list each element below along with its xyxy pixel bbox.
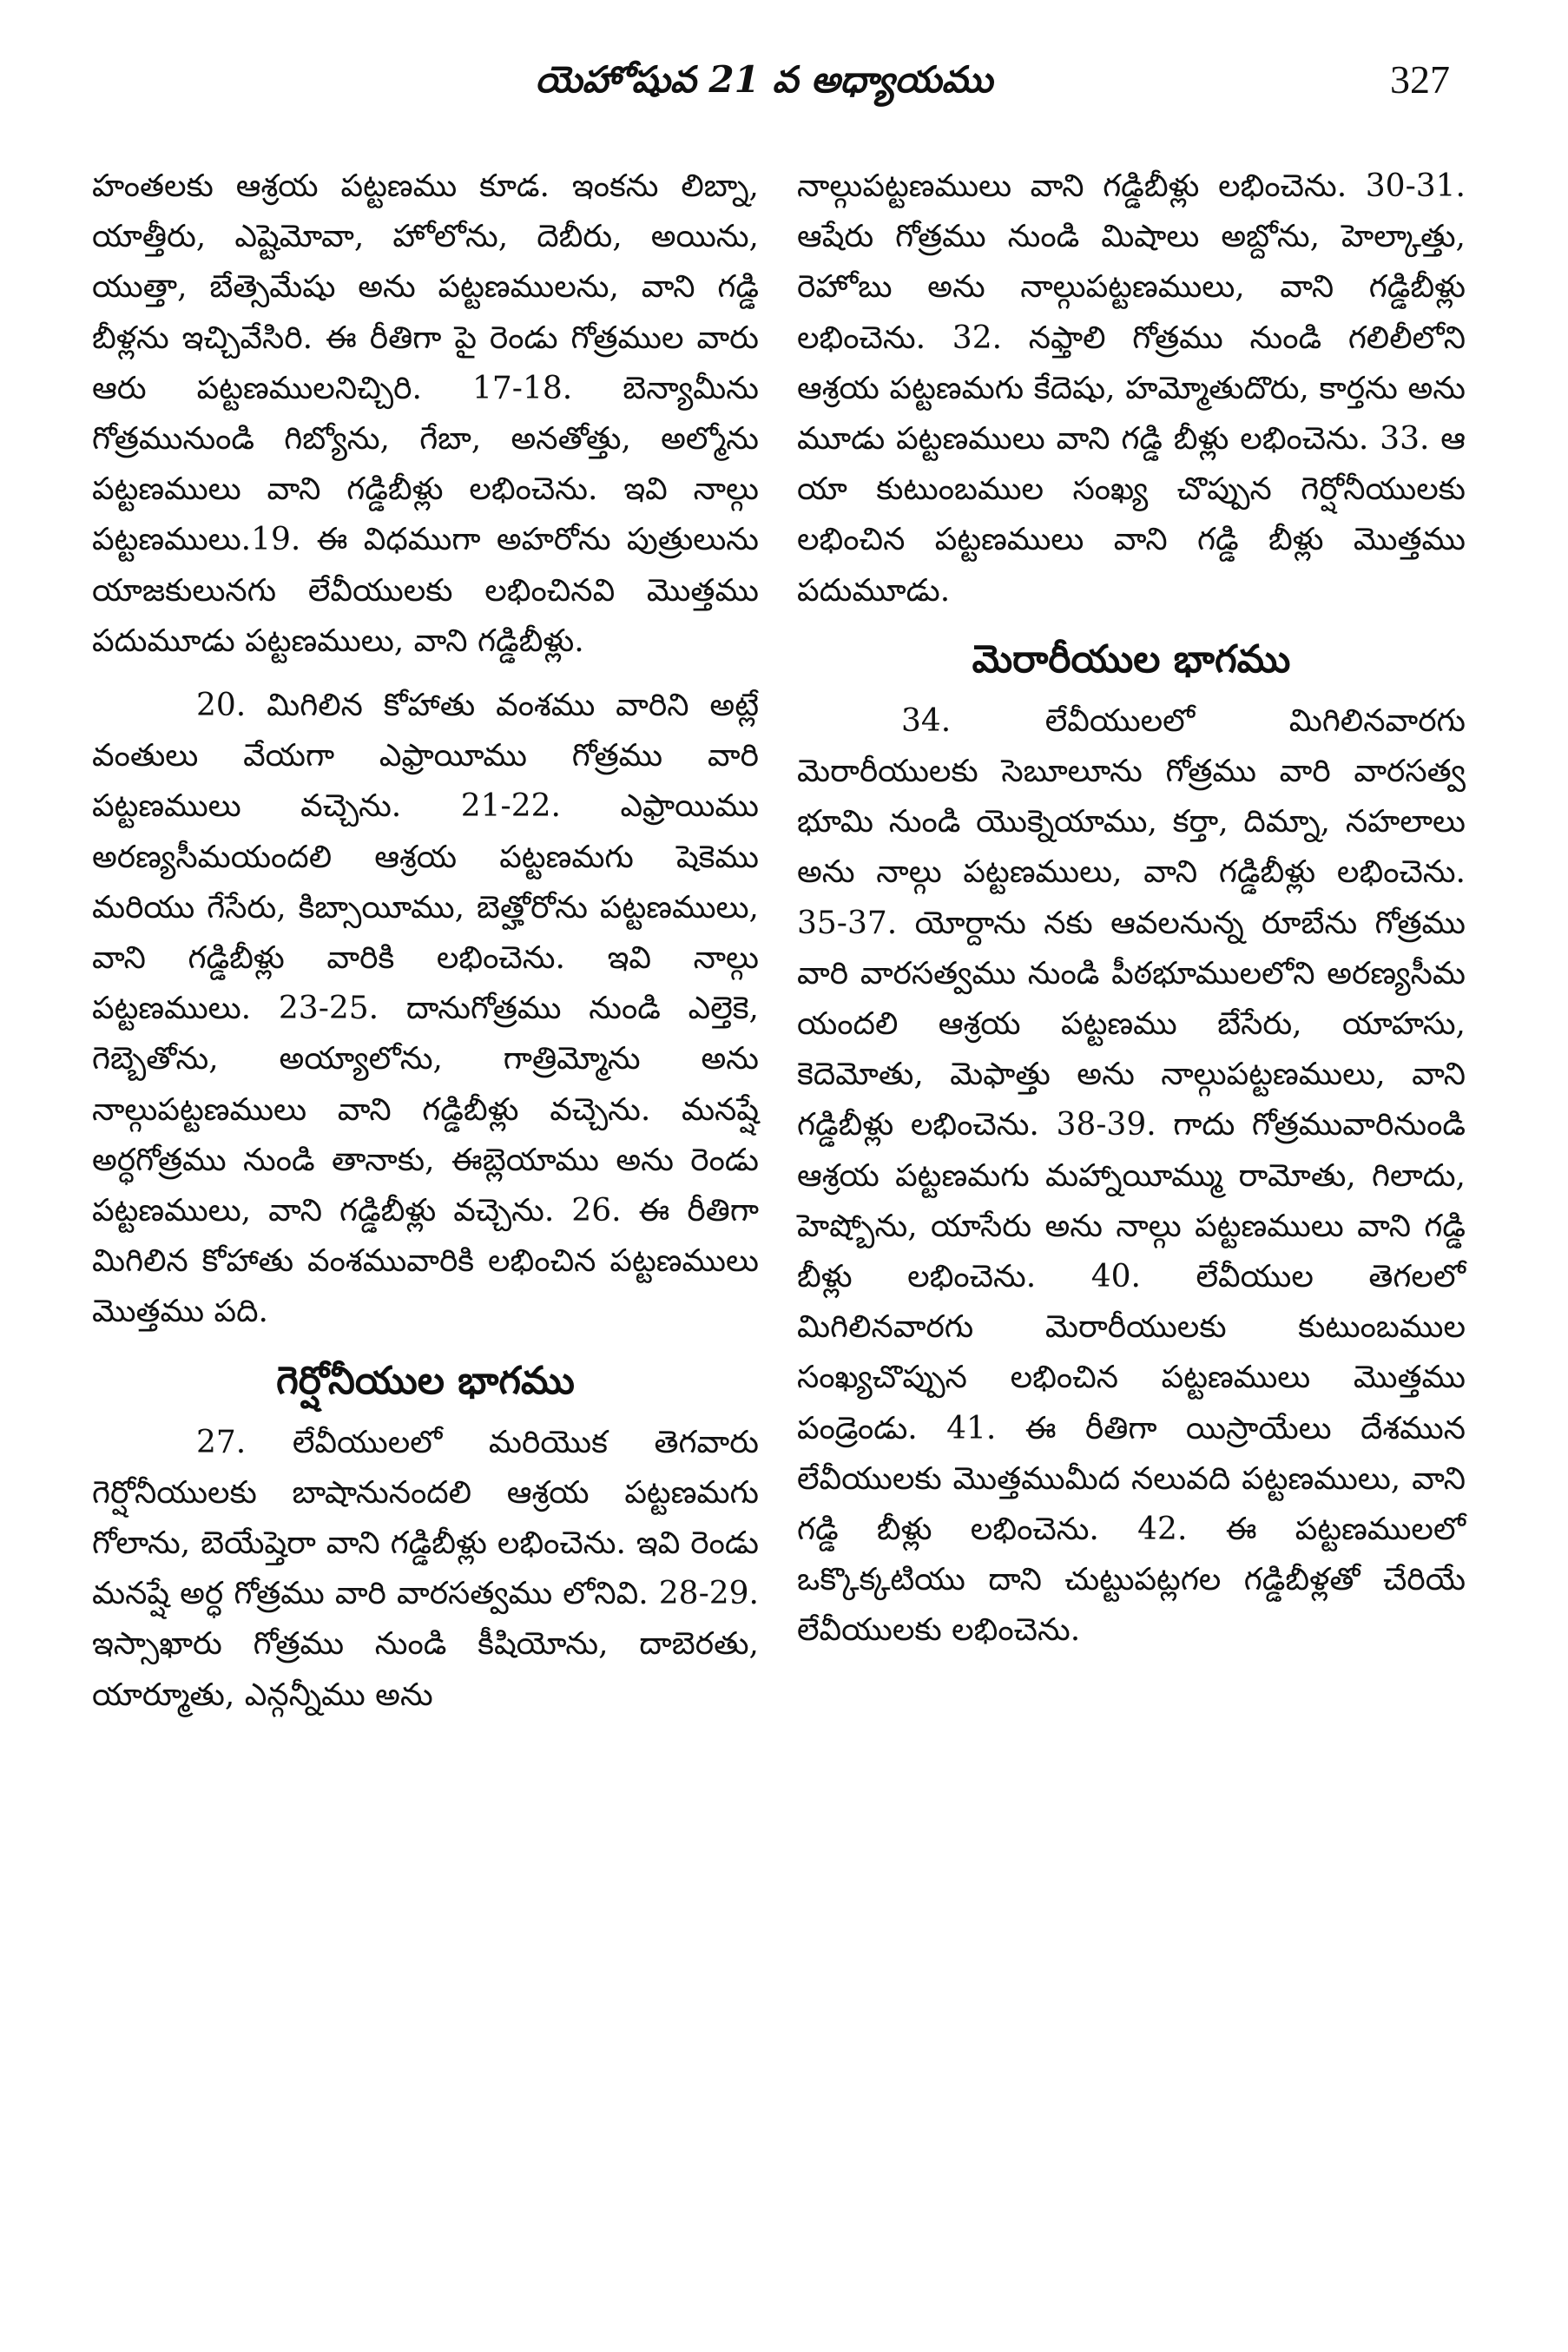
page-number: 327 xyxy=(1390,57,1450,102)
chapter-title: యెహోషువ 21 వ అధ్యాయము xyxy=(535,58,993,101)
section-heading: మెరారీయుల భాగము xyxy=(972,636,1291,682)
paragraph: 34. లేవీయులలో మిగిలినవారగు మెరారీయులకు సెబూలూను గోత్రము వారి వారసత్వ భూమి నుండి యొక్నెయాము, కర్తా, దిమ్నా, నహలాలు అను నాల్గు పట్టణములు, వాని గడ్డిబీళ్లు లభించెను. 35-37. యోర్దాను నకు ఆవలనున్న రూబేను గోత్రము వారి వారసత్వము నుండి పీఠభూములలోని అరణ్యసీమ యందలి ఆశ్రయ పట్టణము బేసేరు, యాహసు, కెదెమోతు, మెఫాత్తు అను నాల్గుపట్టణములు, వాని గడ్డిబీళ్లు లభించెను. 38-39. గాదు గోత్రమువారినుండి ఆశ్రయ పట్టణమగు మహ్నాయీమ్ము రామోతు, గిలాదు, హెష్బోను, యాసేరు అను నాల్గు పట్టణములు వాని గడ్డి బీళ్లు లభించెను. 40. లేవీయుల తెగలలో మిగిలినవారగు మెరారీయులకు కుటుంబముల సంఖ్యచొప్పున లభించిన పట్టణములు మొత్తము పండ్రెండు. 41. ఈ రీతిగా యిస్రాయేలు దేశమున లేవీయులకు మొత్తముమీద నలువది పట్టణములు, వాని గడ్డి బీళ్లు లభించెను. 42. ఈ పట్టణములలో ఒక్కొక్కటియు దాని చుట్టుపట్లగల గడ్డిబీళ్లతో చేరియే లేవీయులకు లభించెను. xyxy=(797,702,1466,1649)
left-column xyxy=(92,161,759,1721)
paragraph: నాల్గుపట్టణములు వాని గడ్డిబీళ్లు లభించెను. 30-31. ఆషేరు గోత్రము నుండి మిషాలు అబ్దోను, హెల్కాత్తు, రెహోబు అను నాల్గుపట్టణములు, వాని గడ్డిబీళ్లు లభించెను. 32. నఫ్తాలి గోత్రము నుండి గలిలీలోని ఆశ్రయ పట్టణమగు కేదెషు, హమ్మోతుదొరు, కార్తను అను మూడు పట్టణములు వాని గడ్డి బీళ్లు లభించెను. 33. ఆ యా కుటుంబముల సంఖ్య చొప్పున గెర్షోనీయులకు లభించిన పట్టణములు వాని గడ్డి బీళ్లు మొత్తము పదుమూడు. xyxy=(797,168,1466,609)
paragraph: 27. లేవీయులలో మరియొక తెగవారు గెర్షోనీయులకు బాషానునందలి ఆశ్రయ పట్టణమగు గోలాను, బెయేష్తెరా వాని గడ్డిబీళ్లు లభించెను. ఇవి రెండు మనష్షే అర్ధ గోత్రము వారి వారసత్వము లోనివి. 28-29. ఇస్సాఖారు గోత్రము నుండి కీషియోను, దాబెరతు, యార్మూతు, ఎన్గన్నీము అను xyxy=(92,1424,759,1713)
paragraph: హంతలకు ఆశ్రయ పట్టణము కూడ. ఇంకను లిబ్నా, యాత్తీరు, ఎష్టెమోవా, హోలోను, దెబీరు, అయిను, యుత్తా, బేత్సెమేషు అను పట్టణములను, వాని గడ్డి బీళ్లను ఇచ్చివేసిరి. ఈ రీతిగా పై రెండు గోత్రముల వారు ఆరు పట్టణములనిచ్చిరి. 17-18. బెన్యామీను గోత్రమునుండి గిబ్యోను, గేబా, అనతోత్తు, అల్మోను పట్టణములు వాని గడ్డిబీళ్లు లభించెను. ఇవి నాల్గు పట్టణములు.19. ఈ విధముగా అహరోను పుత్రులును యాజకులునగు లేవీయులకు లభించినవి మొత్తము పదుమూడు పట్టణములు, వాని గడ్డిబీళ్లు. xyxy=(92,168,759,659)
right-column xyxy=(797,161,1466,1657)
section-heading: గెర్షోనీయుల భాగము xyxy=(276,1358,575,1403)
running-header xyxy=(0,49,1568,118)
paragraph: 20. మిగిలిన కోహాతు వంశము వారిని అట్లే వంతులు వేయగా ఎఫ్రాయీము గోత్రము వారి పట్టణములు వచ్చెను. 21-22. ఎఫ్రాయిము అరణ్యసీమయందలి ఆశ్రయ పట్టణమగు షెకెము మరియు గేసేరు, కిబ్సాయీము, బెత్హోరోను పట్టణములు, వాని గడ్డిబీళ్లు వారికి లభించెను. ఇవి నాల్గు పట్టణములు. 23-25. దానుగోత్రము నుండి ఎల్తెకె, గెబ్బెతోను, అయ్యాలోను, గాత్రిమ్మోను అను నాల్గుపట్టణములు వాని గడ్డిబీళ్లు వచ్చెను. మనష్షే అర్ధగోత్రము నుండి తానాకు, ఈబ్లెయాము అను రెండు పట్టణములు, వాని గడ్డిబీళ్లు వచ్చెను. 26. ఈ రీతిగా మిగిలిన కోహాతు వంశమువారికి లభించిన పట్టణములు మొత్తము పది. xyxy=(92,688,759,1330)
